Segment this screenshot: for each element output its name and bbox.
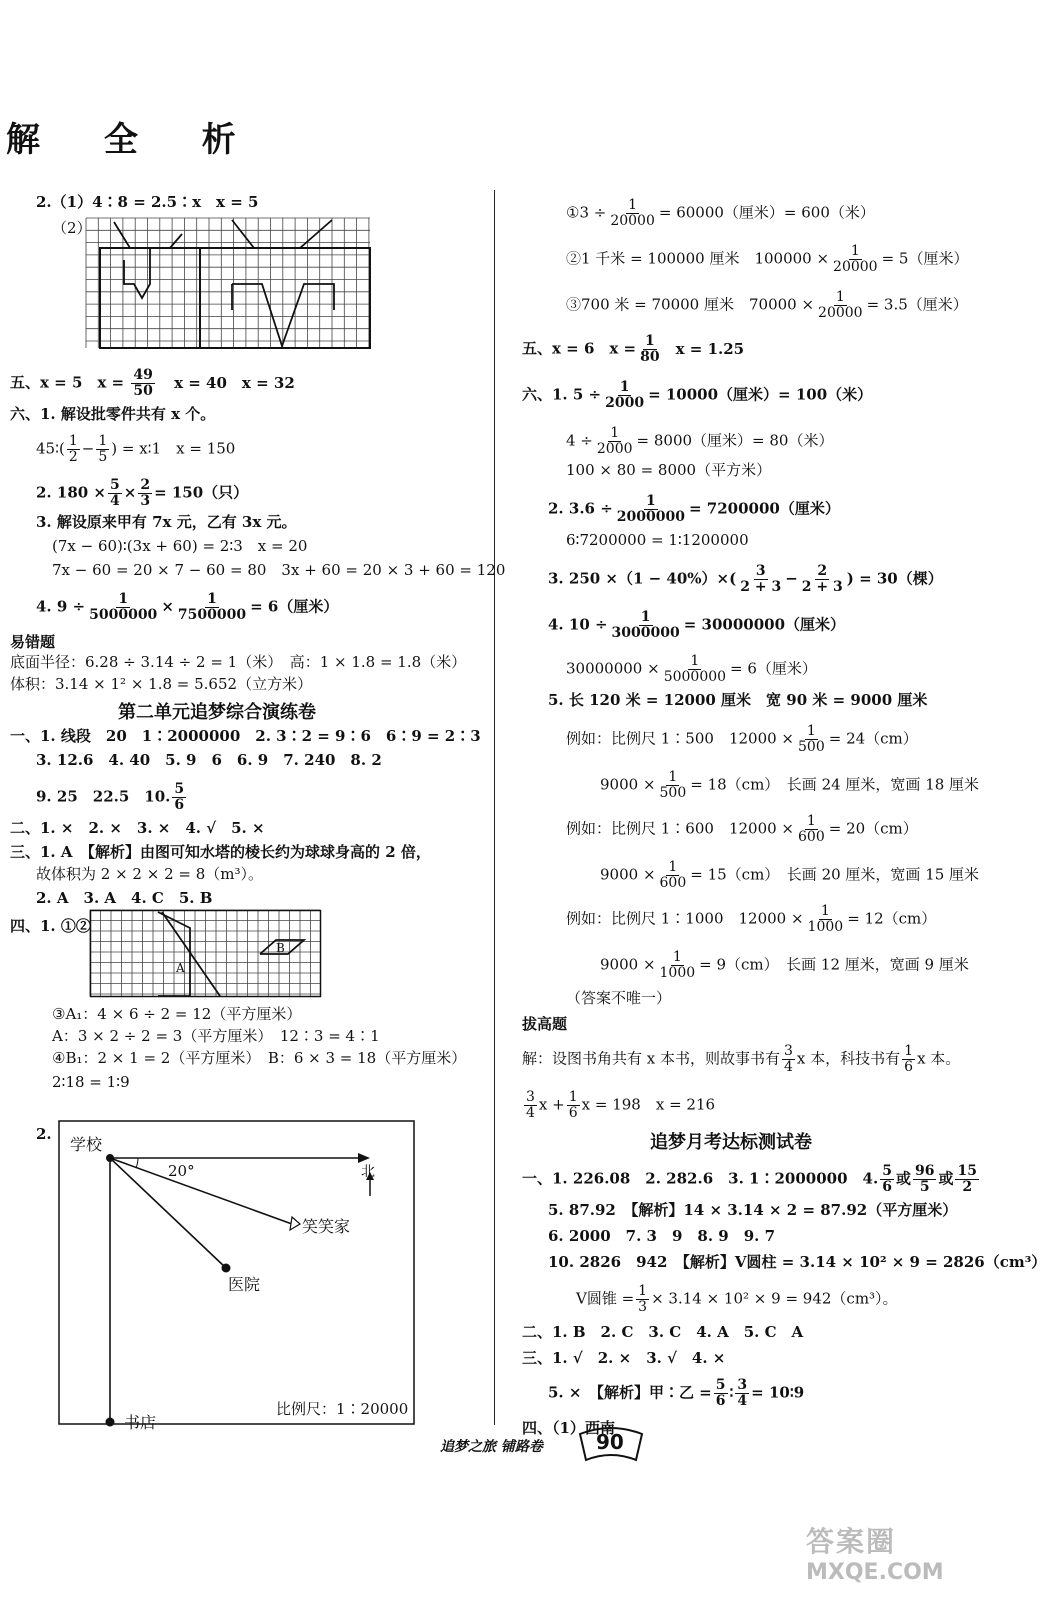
answer-line: 2. A 3. A 4. C 5. B	[36, 889, 213, 907]
answer-line: 10. 2826 942 【解析】V圆柱 = 3.14 × 10² × 9 = 2826（cm³）	[548, 1253, 1046, 1271]
section-heading: 拔高题	[522, 1015, 568, 1033]
answer-line: 4. 9 ÷ $\frac{1}{5000000}$ × $\frac{1}{7500000}$ = 6（厘米）	[36, 591, 339, 623]
grid-figure-2	[90, 910, 322, 998]
answer-line: $\frac{3}{4}$ x + $\frac{1}{6}$ x = 198 x = 216	[526, 1089, 716, 1121]
answer-line: 2∶18 = 1∶9	[52, 1073, 130, 1091]
answer-line: 30000000 × $\frac{1}{5000000}$ = 6（厘米）	[566, 653, 817, 685]
answer-line: 5. 长 120 米 = 12000 厘米 宽 90 米 = 9000 厘米	[548, 691, 928, 709]
answer-line: 例如：比例尺 1∶600 12000 × $\frac{1}{600}$ = 20（cm）	[566, 813, 918, 845]
answer-line: 2. 3.6 ÷ $\frac{1}{2000000}$ = 7200000（厘米）	[548, 493, 840, 525]
answer-line: ①3 ÷ $\frac{1}{20000}$ = 60000（厘米）= 600（米）	[566, 197, 875, 229]
answer-line: 五、x = 6 x = $\frac{1}{80}$ x = 1.25	[522, 333, 745, 365]
answer-line: 5. × 【解析】甲∶乙 = $\frac{5}{6}$ ∶ $\frac{3}{4}$ = 10∶9	[548, 1377, 805, 1409]
grid-figure-1	[82, 214, 372, 354]
answer-line: 4. 10 ÷ $\frac{1}{3000000}$ = 30000000（厘米）	[548, 609, 846, 641]
page-header-title: 解 全 析	[6, 120, 262, 160]
answer-line: 2.（1）4∶8 = 2.5∶x x = 5	[36, 193, 259, 211]
answer-line: 六、1. 5 ÷ $\frac{1}{2000}$ = 10000（厘米）= 100（米）	[522, 379, 873, 411]
answer-line: (7x − 60)∶(3x + 60) = 2∶3 x = 20	[52, 537, 308, 555]
answer-line: ③A₁：4 × 6 ÷ 2 = 12（平方厘米）	[52, 1005, 302, 1023]
watermark-logo-text: 答案圈	[806, 1525, 897, 1558]
answer-line: 9. 25 22.5 10. $\frac{5}{6}$	[36, 781, 185, 813]
answer-line: 9000 × $\frac{1}{500}$ = 18（cm） 长画 24 厘米，宽画 18 厘米	[600, 769, 980, 801]
answer-line: 4 ÷ $\frac{1}{2000}$ = 8000（厘米）= 80（米）	[566, 425, 834, 457]
section-title: 第二单元追梦综合演练卷	[118, 702, 316, 723]
answer-line: 3. 解设原来甲有 7x 元，乙有 3x 元。	[36, 513, 297, 531]
answer-line: 一、1. 226.08 2. 282.6 3. 1∶2000000 4. $\frac{5}{6}$ 或 $\frac{96}{5}$ 或 $\frac{15}{2}$	[522, 1163, 977, 1195]
answer-line: 3. 12.6 4. 40 5. 9 6 6. 9 7. 240 8. 2	[36, 751, 382, 769]
label-hospital: 医院	[228, 1275, 261, 1294]
section-title: 追梦月考达标测试卷	[650, 1132, 812, 1153]
label-north: 北	[361, 1164, 375, 1180]
label-bookstore: 书店	[124, 1413, 157, 1432]
column-divider	[494, 190, 495, 1425]
answer-line: 底面半径：6.28 ÷ 3.14 ÷ 2 = 1（米） 高：1 × 1.8 = 1.8（米）	[10, 653, 467, 671]
answer-line: 7x − 60 = 20 × 7 − 60 = 80 3x + 60 = 20 × 3 + 60 = 120	[52, 561, 506, 579]
answer-line: （2）	[52, 219, 92, 237]
answer-line: ②1 千米 = 100000 厘米 100000 × $\frac{1}{20000}$ = 5（厘米）	[566, 243, 969, 275]
answer-line: 二、1. B 2. C 3. C 4. A 5. C A	[522, 1323, 804, 1341]
answer-line: 解：设图书角共有 x 本书，则故事书有 $\frac{3}{4}$ x 本，科技书有 $\frac{1}{6}$ x 本。	[522, 1043, 961, 1075]
answer-line: 9000 × $\frac{1}{1000}$ = 9（cm） 长画 12 厘米，宽画 9 厘米	[600, 949, 969, 981]
label-angle: 20°	[168, 1162, 195, 1180]
answer-line: 六、1. 解设批零件共有 x 个。	[10, 405, 216, 423]
answer-line: 9000 × $\frac{1}{600}$ = 15（cm） 长画 20 厘米，宽画 15 厘米	[600, 859, 980, 891]
page-number: 90	[596, 1430, 624, 1454]
footer-brand: 追梦之旅 铺路卷	[440, 1439, 543, 1455]
answer-line: A：3 × 2 ÷ 2 = 3（平方厘米） 12∶3 = 4∶1	[52, 1027, 380, 1045]
direction-map	[58, 1120, 416, 1436]
answer-line: 45∶( $\frac{1}{2}$ − $\frac{1}{5}$ ) = x∶1 x = 150	[36, 433, 236, 465]
answer-line: 6∶7200000 = 1∶1200000	[566, 531, 749, 549]
answer-line: 四、（1）西南	[522, 1419, 615, 1437]
answer-line: 五、x = 5 x = $\frac{49}{50}$ x = 40 x = 32	[10, 367, 295, 399]
answer-line: （答案不唯一）	[566, 989, 672, 1007]
answer-line: ③700 米 = 70000 厘米 70000 × $\frac{1}{20000}$ = 3.5（厘米）	[566, 289, 968, 321]
answer-line: 三、1. A 【解析】由图可知水塔的棱长约为球球身高的 2 倍，	[10, 843, 431, 861]
answer-line: 5. 87.92 【解析】14 × 3.14 × 2 = 87.92（平方厘米）	[548, 1201, 958, 1219]
answer-line: 一、1. 线段 20 1∶2000000 2. 3∶2 = 9∶6 6∶9 = 2∶3	[10, 727, 481, 745]
answer-line: 三、1. √ 2. × 3. √ 4. ×	[522, 1349, 726, 1367]
answer-line: 3. 250 ×（1 − 40%）×( $\frac{3}{2 + 3}$ − $\frac{2}{2 + 3}$ ) = 30（棵）	[548, 563, 943, 595]
label-school: 学校	[70, 1135, 103, 1154]
section-heading: 易错题	[10, 633, 56, 651]
answer-line: 体积：3.14 × 1² × 1.8 = 5.652（立方米）	[10, 675, 313, 693]
answer-line: ④B₁：2 × 1 = 2（平方厘米） B：6 × 3 = 18（平方厘米）	[52, 1049, 467, 1067]
page-footer	[400, 1418, 660, 1478]
answer-line: V圆锥 = $\frac{1}{3}$ × 3.14 × 10² × 9 = 942（cm³）。	[576, 1283, 898, 1315]
label-xiaoxiao-home: 笑笑家	[302, 1217, 351, 1236]
answer-line: 四、1. ①②	[10, 917, 91, 935]
answer-line: 二、1. × 2. × 3. × 4. √ 5. ×	[10, 819, 265, 837]
watermark-url: MXQE.COM	[806, 1560, 944, 1585]
label-scale: 比例尺：1∶20000	[276, 1400, 409, 1418]
watermark	[806, 1520, 996, 1600]
answer-line: 例如：比例尺 1∶500 12000 × $\frac{1}{500}$ = 24（cm）	[566, 723, 918, 755]
grid-label-a: A	[176, 961, 185, 975]
answer-line: 6. 2000 7. 3 9 8. 9 9. 7	[548, 1227, 776, 1245]
answer-line: 例如：比例尺 1∶1000 12000 × $\frac{1}{1000}$ = 12（cm）	[566, 903, 937, 935]
grid-label-b: B	[276, 941, 285, 955]
answer-line: 2. 180 × $\frac{5}{4}$ × $\frac{2}{3}$ = 150（只）	[36, 477, 249, 509]
answer-line: 100 × 80 = 8000（平方米）	[566, 461, 772, 479]
answer-line: 2.	[36, 1125, 52, 1143]
answer-line: 故体积为 2 × 2 × 2 = 8（m³）。	[36, 865, 263, 883]
